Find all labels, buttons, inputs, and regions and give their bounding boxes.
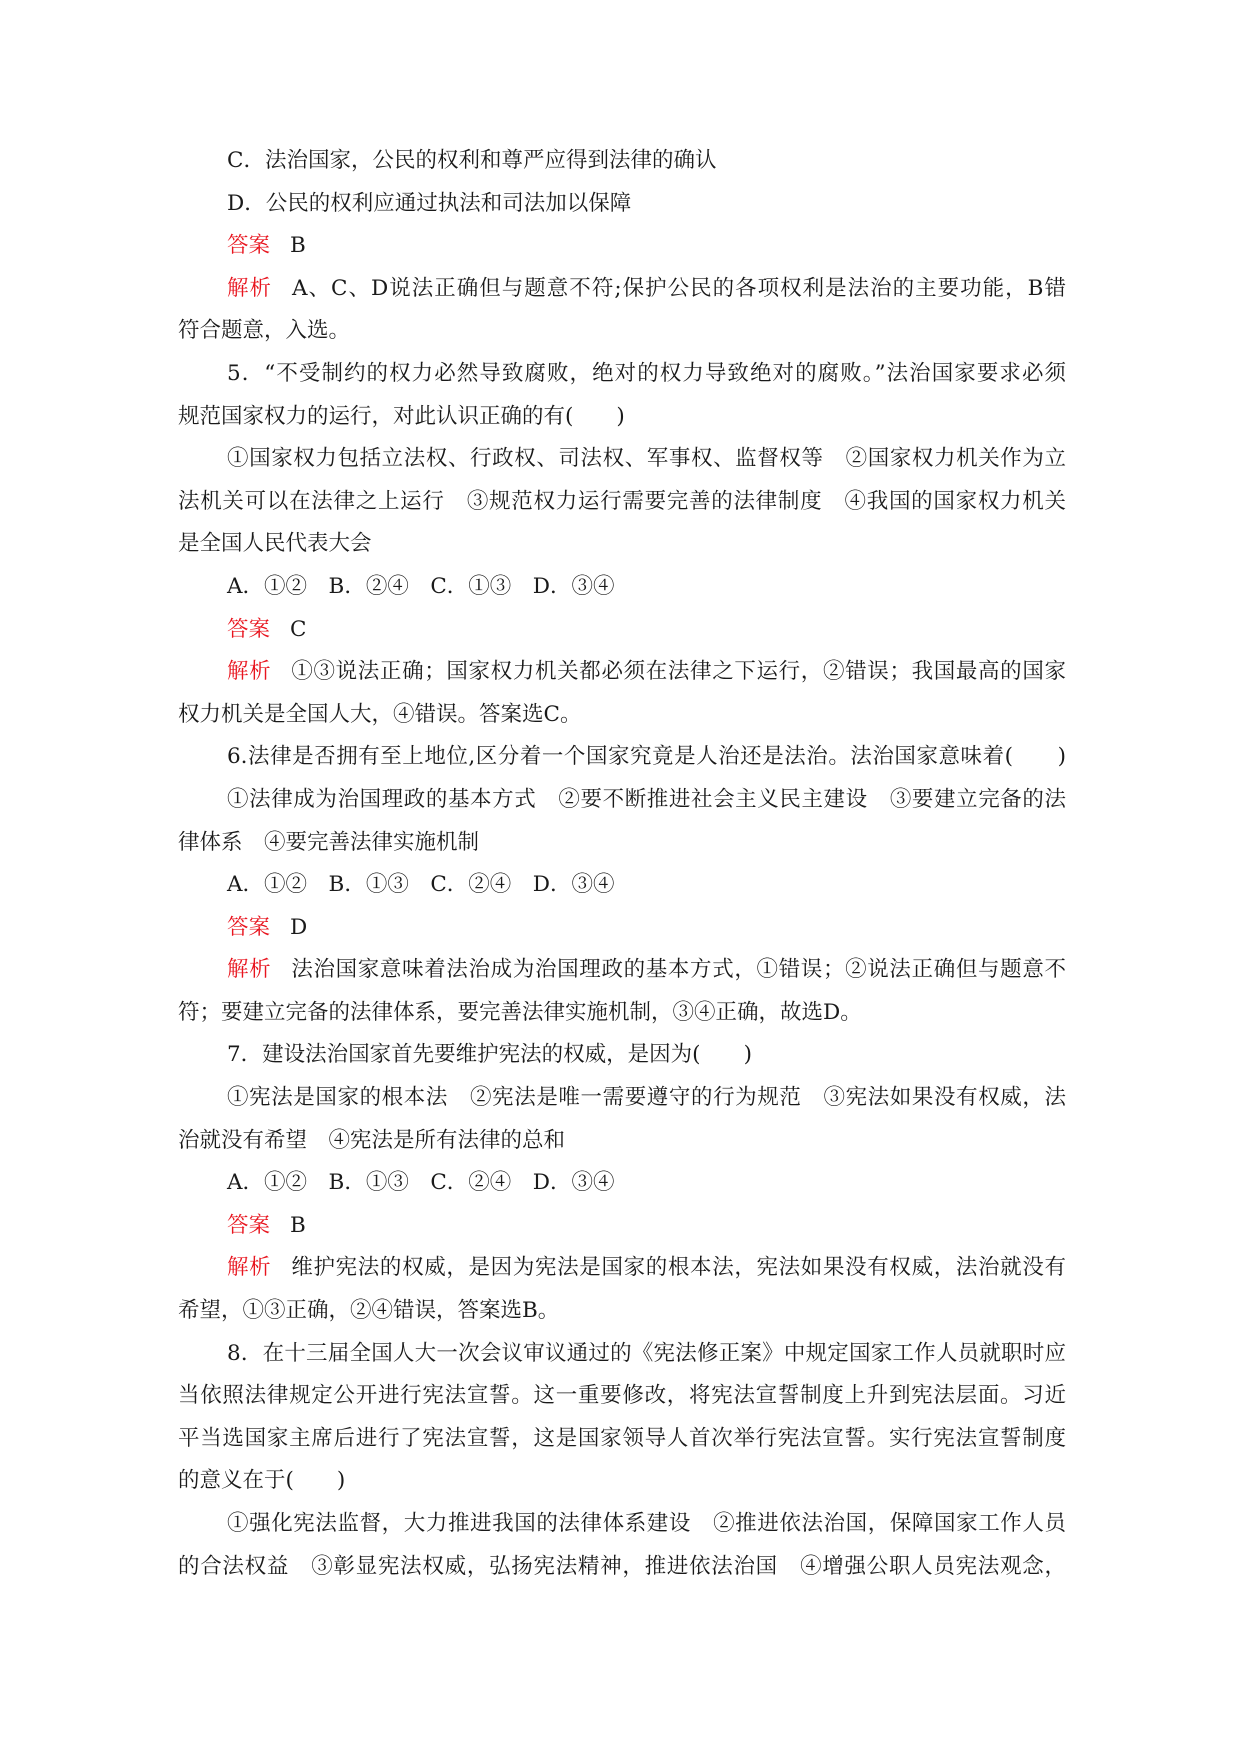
q8-stem-4: 的意义在于( ) xyxy=(178,1468,346,1494)
q5-items-1: ①国家权力包括立法权、行政权、司法权、军事权、监督权等 ②国家权力机关作为立 xyxy=(227,446,1066,472)
q5-items-2: 法机关可以在法律之上运行 ③规范权力运行需要完善的法律制度 ④我国的国家权力机关 xyxy=(178,488,1066,514)
q8-stem-1: 8．在十三届全国人大一次会议审议通过的《宪法修正案》中规定国家工作人员就职时应 xyxy=(227,1340,1066,1366)
q5-answer-line xyxy=(178,609,1066,652)
q5-stem-1: 5．“不受制约的权力必然导致腐败，绝对的权力导致绝对的腐败。”法治国家要求必须 xyxy=(227,360,1066,386)
q5-analysis-line-1 xyxy=(178,651,1066,694)
analysis-label: 解析 xyxy=(227,275,273,301)
q8-stem-3: 平当选国家主席后进行了宪法宣誓，这是国家领导人首次举行宪法宣誓。实行宪法宣誓制度 xyxy=(178,1425,1066,1451)
q8-items-1: ①强化宪法监督，大力推进我国的法律体系建设 ②推进依法治国，保障国家工作人员 xyxy=(227,1511,1066,1536)
q4-analysis-2: 符合题意，入选。 xyxy=(178,318,351,344)
q7-answer-line xyxy=(178,1205,1066,1248)
q7-analysis-2: 希望，①③正确，②④错误，答案选B。 xyxy=(178,1298,560,1324)
q5-items-3: 是全国人民代表大会 xyxy=(178,531,372,557)
q7-answer: B xyxy=(290,1212,306,1238)
q7-choices: A．①② B．①③ C．②④ D．③④ xyxy=(227,1170,615,1196)
q7-stem-1: 7．建设法治国家首先要维护宪法的权威，是因为( ) xyxy=(227,1042,752,1068)
q5-choices: A．①② B．②④ C．①③ D．③④ xyxy=(227,573,615,599)
q6-analysis-line-1 xyxy=(178,949,1066,992)
q6-analysis-1: 法治国家意味着法治成为治国理政的基本方式，①错误；②说法正确但与题意不 xyxy=(291,957,1066,983)
q5-analysis-1: ①③说法正确；国家权力机关都必须在法律之下运行，②错误；我国最高的国家 xyxy=(291,659,1066,685)
q4-option-d: D．公民的权利应通过执法和司法加以保障 xyxy=(227,190,632,216)
q4-answer-line xyxy=(178,225,1066,268)
q5-stem-2: 规范国家权力的运行，对此认识正确的有( ) xyxy=(178,403,625,429)
analysis-label: 解析 xyxy=(227,957,272,983)
answer-label: 答案 xyxy=(227,914,271,940)
q6-items-2: 律体系 ④要完善法律实施机制 xyxy=(178,829,480,855)
q7-items-1: ①宪法是国家的根本法 ②宪法是唯一需要遵守的行为规范 ③宪法如果没有权威，法 xyxy=(227,1085,1066,1111)
q7-analysis-1: 维护宪法的权威，是因为宪法是国家的根本法，宪法如果没有权威，法治就没有 xyxy=(291,1255,1066,1281)
q4-analysis-line-1 xyxy=(178,268,1066,311)
answer-label: 答案 xyxy=(227,1212,271,1238)
q5-answer: C xyxy=(290,616,307,642)
answer-label: 答案 xyxy=(227,233,271,259)
q8-items-2: 的合法权益 ③彰显宪法权威，弘扬宪法精神，推进依法治国 ④增强公职人员宪法观念， xyxy=(178,1553,1066,1579)
q7-items-2: 治就没有希望 ④宪法是所有法律的总和 xyxy=(178,1127,566,1153)
q8-stem-2: 当依照法律规定公开进行宪法宣誓。这一重要修改，将宪法宣誓制度上升到宪法层面。习近 xyxy=(178,1383,1066,1409)
q7-analysis-line-1 xyxy=(178,1247,1066,1290)
analysis-label: 解析 xyxy=(227,1255,272,1281)
q4-answer: B xyxy=(290,233,306,259)
q6-stem-1: 6.法律是否拥有至上地位,区分着一个国家究竟是人治还是法治。法治国家意味着( ) xyxy=(227,744,1066,770)
q6-items-1: ①法律成为治国理政的基本方式 ②要不断推进社会主义民主建设 ③要建立完备的法 xyxy=(227,786,1066,812)
q4-option-c: C．法治国家，公民的权利和尊严应得到法律的确认 xyxy=(227,148,717,173)
answer-label: 答案 xyxy=(227,616,271,642)
q6-analysis-2: 符；要建立完备的法律体系，要完善法律实施机制，③④正确，故选D。 xyxy=(178,999,862,1025)
q6-answer: D xyxy=(290,914,308,940)
q4-analysis-1: A、C、D说法正确但与题意不符;保护公民的各项权利是法治的主要功能，B错 xyxy=(292,275,1066,301)
q5-analysis-2: 权力机关是全国人大，④错误。答案选C。 xyxy=(178,701,582,727)
q6-choices: A．①② B．①③ C．②④ D．③④ xyxy=(227,872,615,898)
q6-answer-line xyxy=(178,907,1066,950)
document-page xyxy=(178,140,1066,1588)
analysis-label: 解析 xyxy=(227,659,272,685)
